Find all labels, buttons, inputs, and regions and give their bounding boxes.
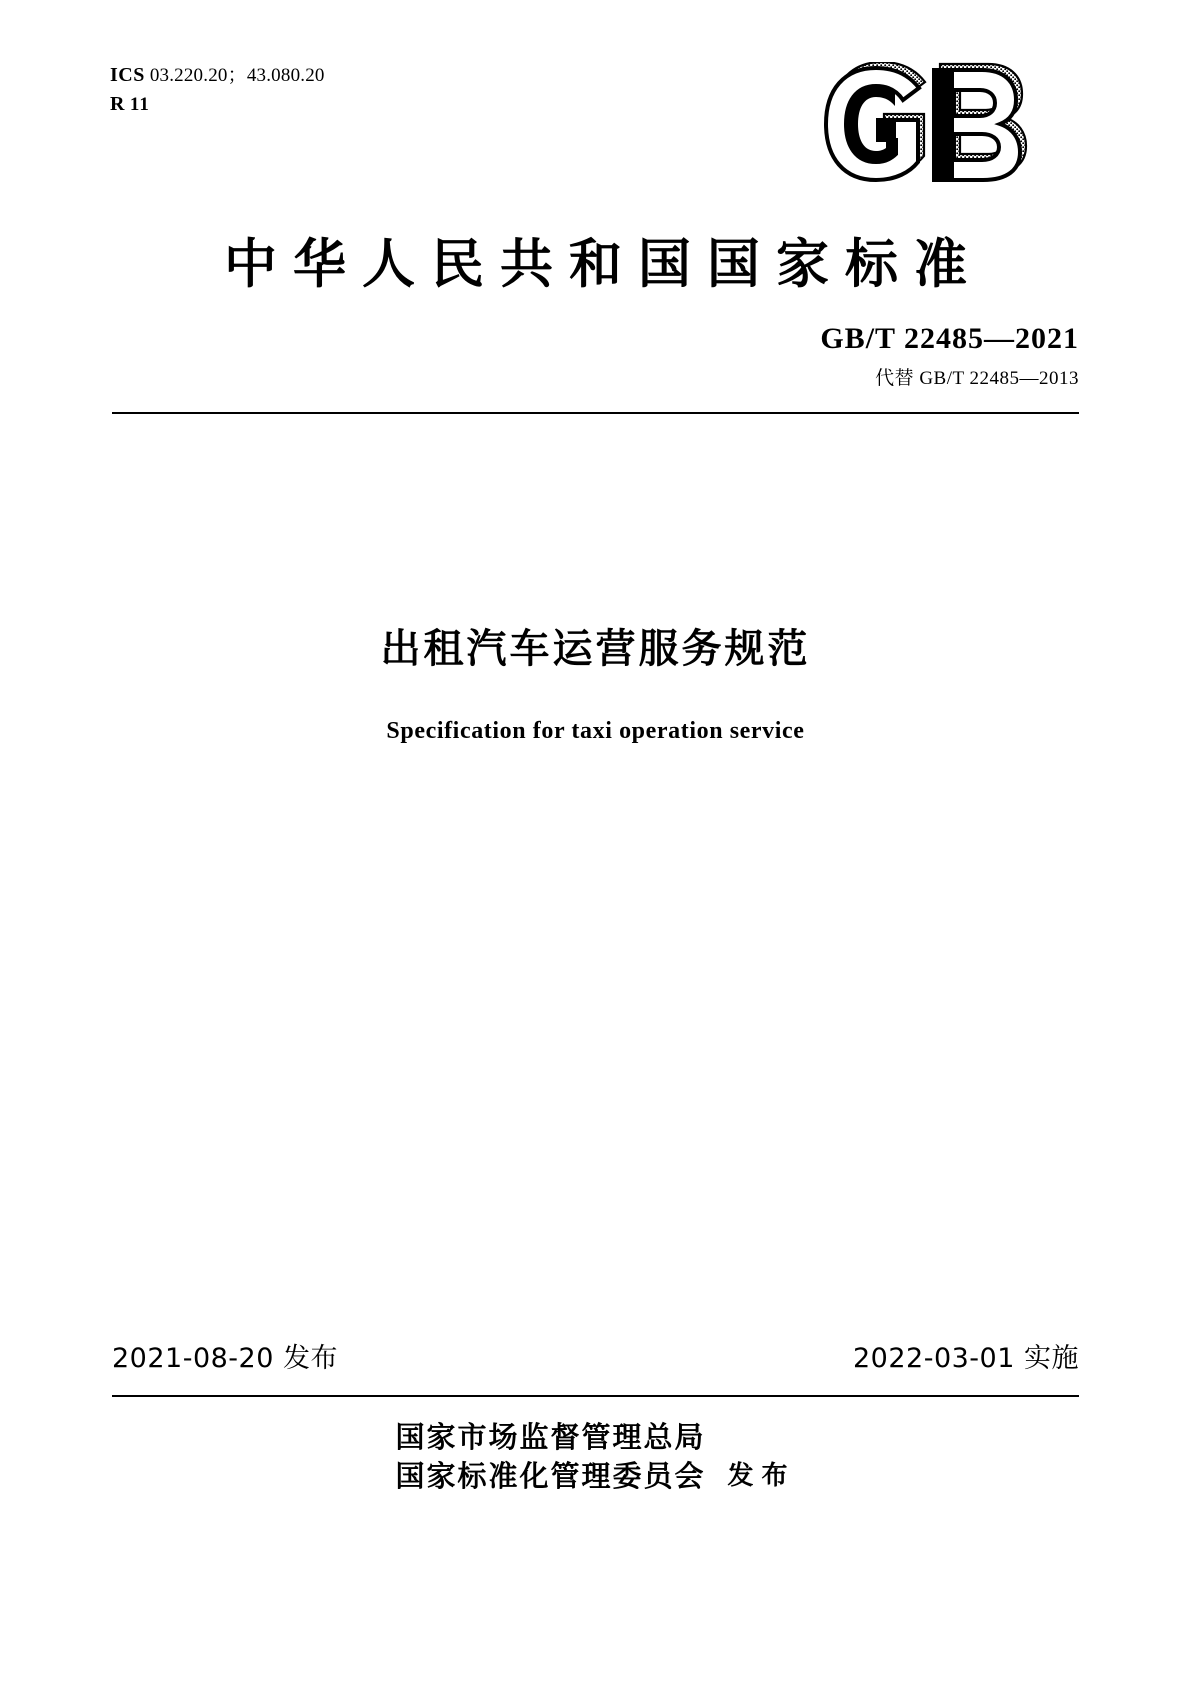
issue-date: 2021-08-20 发布 <box>112 1343 338 1374</box>
document-title-cn: 出租汽车运营服务规范 <box>380 626 811 672</box>
ics-value: 03.220.20；43.080.20 <box>149 65 325 86</box>
document-title-en: Specification for taxi operation service <box>386 718 805 744</box>
standard-replaces: 代替 GB/T 22485—2013 <box>875 368 1079 389</box>
issuer-block <box>0 1418 1191 1496</box>
issuer-names <box>395 1418 705 1496</box>
ics-classification-block <box>110 62 325 118</box>
header-divider <box>112 412 1079 414</box>
standard-number-block <box>820 322 1079 390</box>
national-standard-heading: 中华人民共和国国家标准 <box>224 233 983 295</box>
footer-divider <box>112 1395 1079 1397</box>
gb-emblem-icon <box>818 62 1053 187</box>
issuer-verb: 发布 <box>727 1461 796 1492</box>
classification-label: R <box>110 93 125 115</box>
classification-value: 11 <box>129 94 150 115</box>
ics-line <box>110 62 325 89</box>
issuer-line-1: 国家市场监督管理总局 <box>395 1420 706 1454</box>
standard-number: GB/T 22485—2021 <box>820 322 1079 355</box>
ics-label: ICS <box>110 64 145 86</box>
classification-line <box>110 91 325 118</box>
effective-date: 2022-03-01 实施 <box>853 1343 1079 1374</box>
issuer-line-2: 国家标准化管理委员会 <box>395 1459 706 1494</box>
